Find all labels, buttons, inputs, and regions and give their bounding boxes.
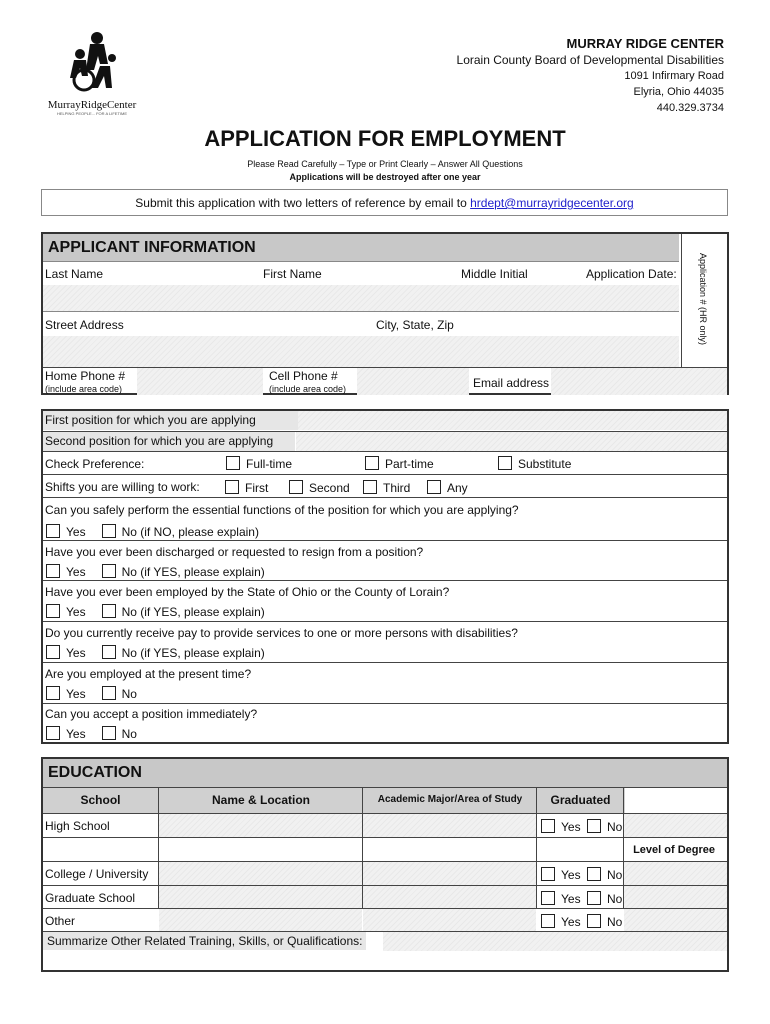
no-label: No (if NO, please explain) bbox=[121, 525, 259, 539]
position-section bbox=[41, 409, 729, 744]
name-input-row[interactable] bbox=[43, 285, 679, 311]
address-input-row[interactable] bbox=[43, 336, 679, 367]
graduate-degree-input[interactable] bbox=[624, 886, 727, 908]
other-yes-checkbox[interactable] bbox=[541, 914, 555, 928]
question-3-no[interactable] bbox=[102, 605, 265, 619]
part-time-label: Part-time bbox=[385, 457, 434, 471]
form-title: APPLICATION FOR EMPLOYMENT bbox=[204, 126, 566, 151]
question-3: Have you ever been employed by the State of Ohio or the County of Lorain? bbox=[45, 585, 450, 599]
shift-any-checkbox[interactable] bbox=[427, 480, 441, 494]
question-6-no-checkbox[interactable] bbox=[102, 726, 116, 740]
shift-second-label: Second bbox=[309, 481, 350, 495]
shift-any-option[interactable] bbox=[427, 480, 468, 495]
shift-second-option[interactable] bbox=[289, 480, 350, 495]
cell-phone-input[interactable] bbox=[357, 368, 469, 395]
shift-first-option[interactable] bbox=[225, 480, 268, 495]
question-5-no-checkbox[interactable] bbox=[102, 686, 116, 700]
graduated-header: Graduated bbox=[550, 793, 611, 807]
yes-label: Yes bbox=[561, 892, 581, 906]
question-1: Can you safely perform the essential functions of the position for which you are applying? bbox=[45, 503, 519, 517]
question-4: Do you currently receive pay to provide services to one or more persons with disabilities? bbox=[45, 626, 518, 640]
college-yes-checkbox[interactable] bbox=[541, 867, 555, 881]
question-3-yes-checkbox[interactable] bbox=[46, 604, 60, 618]
application-date-label: Application Date: bbox=[586, 267, 677, 281]
form-subtitle: Please Read Carefully – Type or Print Clearly – Answer All Questions bbox=[247, 159, 523, 169]
yes-label: Yes bbox=[66, 565, 86, 579]
submit-text: Submit this application with two letters of reference by email to bbox=[135, 196, 467, 210]
question-5-yes[interactable] bbox=[46, 687, 86, 701]
question-6-no[interactable] bbox=[102, 727, 137, 741]
org-header bbox=[457, 36, 724, 116]
shift-third-checkbox[interactable] bbox=[363, 480, 377, 494]
cell-phone-label: Cell Phone # bbox=[269, 369, 338, 383]
question-6: Can you accept a position immediately? bbox=[45, 707, 258, 721]
no-label: No (if YES, please explain) bbox=[121, 565, 265, 579]
level-of-degree-header: Level of Degree bbox=[633, 844, 715, 856]
destroy-note: Applications will be destroyed after one year bbox=[289, 172, 481, 182]
question-2-no-checkbox[interactable] bbox=[102, 564, 116, 578]
shift-third-option[interactable] bbox=[363, 480, 410, 495]
logo bbox=[42, 30, 142, 115]
no-label: No (if YES, please explain) bbox=[121, 646, 265, 660]
question-1-no[interactable] bbox=[102, 525, 259, 539]
question-4-yes-checkbox[interactable] bbox=[46, 645, 60, 659]
yes-label: Yes bbox=[66, 687, 86, 701]
part-time-option[interactable] bbox=[365, 456, 434, 471]
college-name-input[interactable] bbox=[159, 862, 362, 885]
no-label: No bbox=[607, 892, 623, 906]
question-6-yes-checkbox[interactable] bbox=[46, 726, 60, 740]
question-5-yes-checkbox[interactable] bbox=[46, 686, 60, 700]
application-number-label: Application # (HR only) bbox=[698, 252, 708, 346]
other-label: Other bbox=[45, 914, 76, 928]
home-phone-input[interactable] bbox=[137, 368, 263, 395]
other-name-input[interactable] bbox=[159, 909, 362, 931]
other-major-input[interactable] bbox=[363, 909, 536, 931]
college-major-input[interactable] bbox=[363, 862, 536, 885]
second-position-input[interactable] bbox=[296, 432, 727, 451]
second-position-label: Second position for which you are applying bbox=[43, 432, 295, 451]
logo-tagline: HELPING PEOPLE... FOR A LIFETIME bbox=[56, 111, 128, 116]
education-section bbox=[41, 757, 729, 972]
yes-label: Yes bbox=[66, 605, 86, 619]
org-phone: 440.329.3734 bbox=[656, 102, 724, 114]
home-phone-label: Home Phone # bbox=[45, 369, 126, 383]
question-4-yes[interactable] bbox=[46, 646, 86, 660]
major-header: Academic Major/Area of Study bbox=[377, 794, 523, 805]
substitute-checkbox[interactable] bbox=[498, 456, 512, 470]
college-no-checkbox[interactable] bbox=[587, 867, 601, 881]
no-label: No bbox=[607, 915, 623, 929]
question-3-no-checkbox[interactable] bbox=[102, 604, 116, 618]
other-degree-input[interactable] bbox=[624, 909, 727, 931]
no-label: No bbox=[121, 727, 137, 741]
other-no-checkbox[interactable] bbox=[587, 914, 601, 928]
full-time-label: Full-time bbox=[246, 457, 293, 471]
question-1-no-checkbox[interactable] bbox=[102, 524, 116, 538]
question-4-no-checkbox[interactable] bbox=[102, 645, 116, 659]
question-2-yes[interactable] bbox=[46, 565, 86, 579]
high-school-no-checkbox[interactable] bbox=[587, 819, 601, 833]
graduate-yes-checkbox[interactable] bbox=[541, 891, 555, 905]
shift-any-label: Any bbox=[447, 481, 468, 495]
yes-label: Yes bbox=[561, 820, 581, 834]
org-address-line1: 1091 Infirmary Road bbox=[624, 70, 724, 82]
college-label: College / University bbox=[45, 867, 149, 881]
substitute-option[interactable] bbox=[498, 456, 571, 471]
yes-label: Yes bbox=[66, 525, 86, 539]
applicant-section bbox=[41, 232, 729, 395]
full-time-option[interactable] bbox=[226, 456, 292, 471]
shifts-label: Shifts you are willing to work: bbox=[45, 480, 200, 494]
substitute-label: Substitute bbox=[518, 457, 572, 471]
question-4-no[interactable] bbox=[102, 646, 265, 660]
home-phone-note: (include area code) bbox=[45, 384, 123, 394]
shift-first-checkbox[interactable] bbox=[225, 480, 239, 494]
full-time-checkbox[interactable] bbox=[226, 456, 240, 470]
city-state-zip-label: City, State, Zip bbox=[376, 318, 454, 332]
college-degree-input[interactable] bbox=[624, 862, 727, 885]
summarize-label: Summarize Other Related Training, Skills, or Qualifications: bbox=[43, 932, 366, 950]
shift-first-label: First bbox=[245, 481, 269, 495]
org-address-line2: Elyria, Ohio 44035 bbox=[633, 86, 724, 98]
logo-text: MurrayRidgeCenter bbox=[47, 99, 137, 111]
shift-second-checkbox[interactable] bbox=[289, 480, 303, 494]
submit-email-link[interactable]: hrdept@murrayridgecenter.org bbox=[470, 196, 634, 210]
email-label: Email address bbox=[473, 376, 550, 390]
high-school-name-input[interactable] bbox=[159, 814, 362, 837]
question-5-no[interactable] bbox=[102, 687, 137, 701]
high-school-degree-input[interactable] bbox=[624, 814, 727, 837]
summarize-input[interactable] bbox=[383, 932, 727, 951]
shift-third-label: Third bbox=[383, 481, 411, 495]
yes-label: Yes bbox=[66, 646, 86, 660]
first-position-label: First position for which you are applying bbox=[43, 411, 298, 430]
question-2-no[interactable] bbox=[102, 565, 265, 579]
part-time-checkbox[interactable] bbox=[365, 456, 379, 470]
street-address-label: Street Address bbox=[45, 318, 124, 332]
question-2-yes-checkbox[interactable] bbox=[46, 564, 60, 578]
no-label: No bbox=[121, 687, 137, 701]
logo-figures-icon bbox=[42, 30, 142, 92]
no-label: No bbox=[607, 868, 623, 882]
yes-label: Yes bbox=[66, 727, 86, 741]
org-name: MURRAY RIDGE CENTER bbox=[566, 36, 724, 51]
email-input[interactable] bbox=[551, 368, 727, 395]
graduate-no-checkbox[interactable] bbox=[587, 891, 601, 905]
question-5: Are you employed at the present time? bbox=[45, 667, 252, 681]
check-preference-label: Check Preference: bbox=[45, 457, 145, 471]
high-school-yes-checkbox[interactable] bbox=[541, 819, 555, 833]
middle-initial-label: Middle Initial bbox=[461, 267, 528, 281]
question-1-yes[interactable] bbox=[46, 525, 86, 539]
question-3-yes[interactable] bbox=[46, 605, 86, 619]
no-label: No (if YES, please explain) bbox=[121, 605, 265, 619]
first-position-input[interactable] bbox=[298, 411, 727, 430]
applicant-section-title: APPLICANT INFORMATION bbox=[43, 234, 679, 261]
no-label: No bbox=[607, 820, 623, 834]
high-school-label: High School bbox=[45, 819, 110, 833]
org-board: Lorain County Board of Developmental Disabilities bbox=[456, 53, 724, 67]
first-name-label: First Name bbox=[263, 267, 322, 281]
name-location-header: Name & Location bbox=[211, 793, 310, 807]
high-school-major-input[interactable] bbox=[363, 814, 536, 837]
question-2: Have you ever been discharged or requested to resign from a position? bbox=[45, 545, 424, 559]
education-section-title: EDUCATION bbox=[43, 759, 727, 787]
graduate-major-input[interactable] bbox=[363, 886, 536, 908]
question-6-yes[interactable] bbox=[46, 727, 86, 741]
cell-phone-note: (include area code) bbox=[269, 384, 347, 394]
yes-label: Yes bbox=[561, 868, 581, 882]
question-1-yes-checkbox[interactable] bbox=[46, 524, 60, 538]
last-name-label: Last Name bbox=[45, 267, 104, 281]
yes-label: Yes bbox=[561, 915, 581, 929]
graduate-school-label: Graduate School bbox=[45, 891, 136, 905]
submit-box bbox=[41, 189, 728, 216]
graduate-name-input[interactable] bbox=[159, 886, 362, 908]
school-header: School bbox=[80, 793, 121, 807]
